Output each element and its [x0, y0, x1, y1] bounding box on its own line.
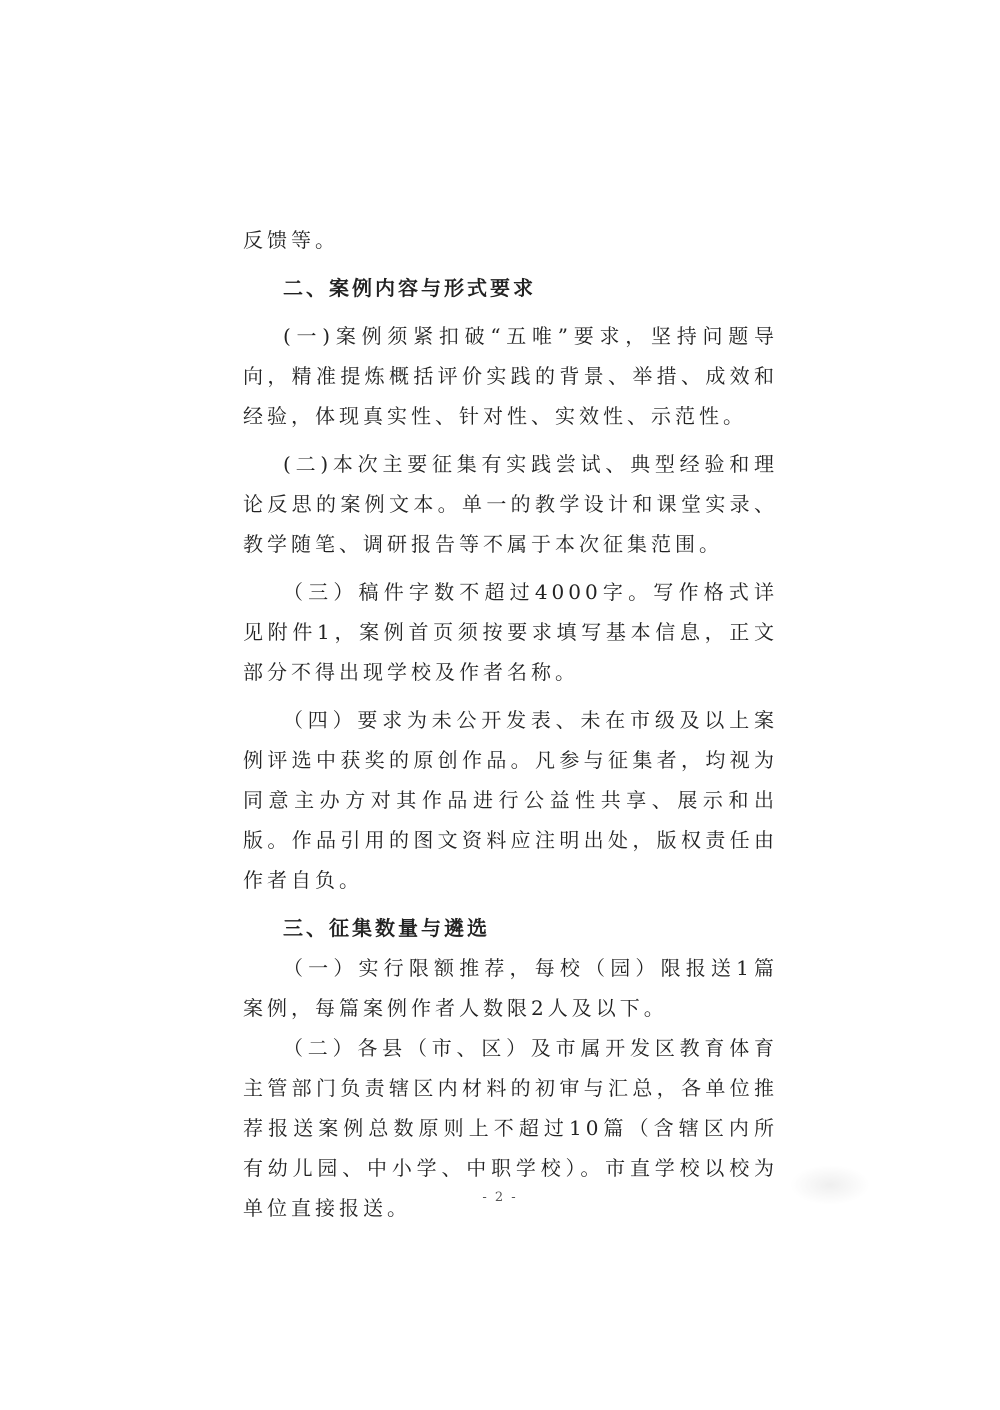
section2-item-1: (一)案例须紧扣破“五唯”要求，坚持问题导向，精准提炼概括评价实践的背景、举措、成效和经验，体现真实性、针对性、实效性、示范性。	[243, 324, 778, 428]
section-heading-2: 二、案例内容与形式要求	[283, 276, 536, 300]
section-heading-3: 三、征集数量与遴选	[283, 916, 490, 940]
document-body	[243, 220, 778, 1228]
section3-item-2: （二）各县（市、区）及市属开发区教育体育主管部门负责辖区内材料的初审与汇总，各单位推荐报送案例总数原则上不超过10篇（含辖区内所有幼儿园、中小学、中职学校）。市直学校以校为单位直接报送。	[243, 1036, 778, 1220]
section2-item-3: （三）稿件字数不超过4000字。写作格式详见附件1，案例首页须按要求填写基本信息，正文部分不得出现学校及作者名称。	[243, 580, 778, 684]
page-number: - 2 -	[482, 1190, 518, 1205]
scan-smudge	[790, 1165, 870, 1205]
paragraph-feedback: 反馈等。	[243, 228, 339, 252]
section2-item-4: （四）要求为未公开发表、未在市级及以上案例评选中获奖的原创作品。凡参与征集者，均视为同意主办方对其作品进行公益性共享、展示和出版。作品引用的图文资料应注明出处，版权责任由作者自负。	[243, 708, 778, 892]
section3-item-1: （一）实行限额推荐，每校（园）限报送1篇案例，每篇案例作者人数限2人及以下。	[243, 956, 778, 1020]
section2-item-2: (二)本次主要征集有实践尝试、典型经验和理论反思的案例文本。单一的教学设计和课堂实录、教学随笔、调研报告等不属于本次征集范围。	[243, 452, 778, 556]
